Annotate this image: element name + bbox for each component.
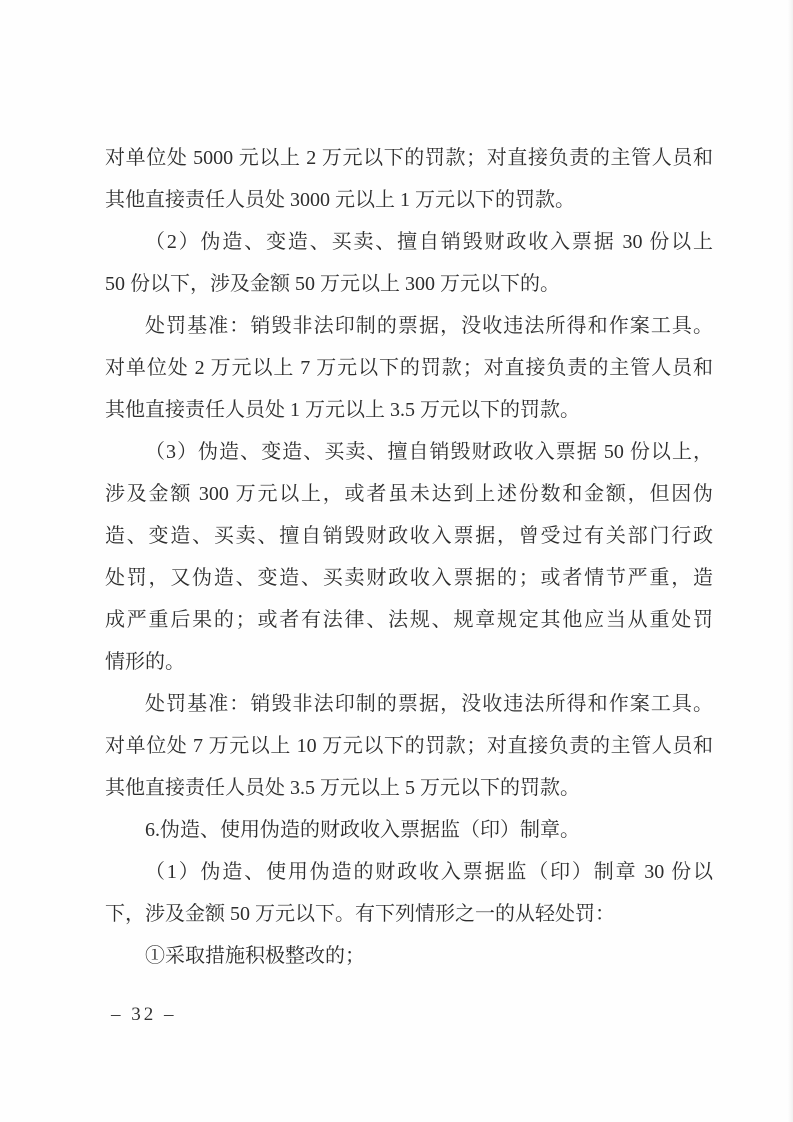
text-line: 50 份以下，涉及金额 50 万元以上 300 万元以下的。 (105, 273, 560, 295)
text-line: 对单位处 7 万元以上 10 万元以下的罚款；对直接负责的主管人员和 (105, 735, 713, 757)
text-line: （1）伪造、使用伪造的财政收入票据监（印）制章 30 份以 (145, 861, 713, 883)
text-line: 下，涉及金额 50 万元以下。有下列情形之一的从轻处罚： (105, 903, 615, 925)
text-line: 成严重后果的；或者有法律、法规、规章规定其他应当从重处罚 (105, 609, 713, 631)
text-line: 其他直接责任人员处 3.5 万元以上 5 万元以下的罚款。 (105, 777, 580, 799)
document-body (105, 137, 713, 977)
text-line: 情形的。 (105, 651, 185, 673)
text-line: 造、变造、买卖、擅自销毁财政收入票据，曾受过有关部门行政 (105, 525, 713, 547)
text-line: 处罚，又伪造、变造、买卖财政收入票据的；或者情节严重，造 (105, 567, 713, 589)
text-line: 涉及金额 300 万元以上，或者虽未达到上述份数和金额，但因伪 (105, 483, 713, 505)
text-line: 处罚基准：销毁非法印制的票据，没收违法所得和作案工具。 (145, 315, 713, 337)
text-line: 对单位处 2 万元以上 7 万元以下的罚款；对直接负责的主管人员和 (105, 357, 713, 379)
text-line: 对单位处 5000 元以上 2 万元以下的罚款；对直接负责的主管人员和 (105, 147, 713, 169)
text-line: （2）伪造、变造、买卖、擅自销毁财政收入票据 30 份以上 (145, 231, 713, 253)
text-line: 6.伪造、使用伪造的财政收入票据监（印）制章。 (145, 819, 580, 841)
text-line: 其他直接责任人员处 3000 元以上 1 万元以下的罚款。 (105, 189, 575, 211)
text-line: （3）伪造、变造、买卖、擅自销毁财政收入票据 50 份以上， (145, 441, 713, 463)
text-line: 处罚基准：销毁非法印制的票据，没收违法所得和作案工具。 (145, 693, 713, 715)
page-number: – 32 – (111, 1004, 177, 1025)
scan-edge-shadow (788, 0, 793, 1122)
text-line: ①采取措施积极整改的； (145, 945, 365, 967)
text-line: 其他直接责任人员处 1 万元以上 3.5 万元以下的罚款。 (105, 399, 580, 421)
